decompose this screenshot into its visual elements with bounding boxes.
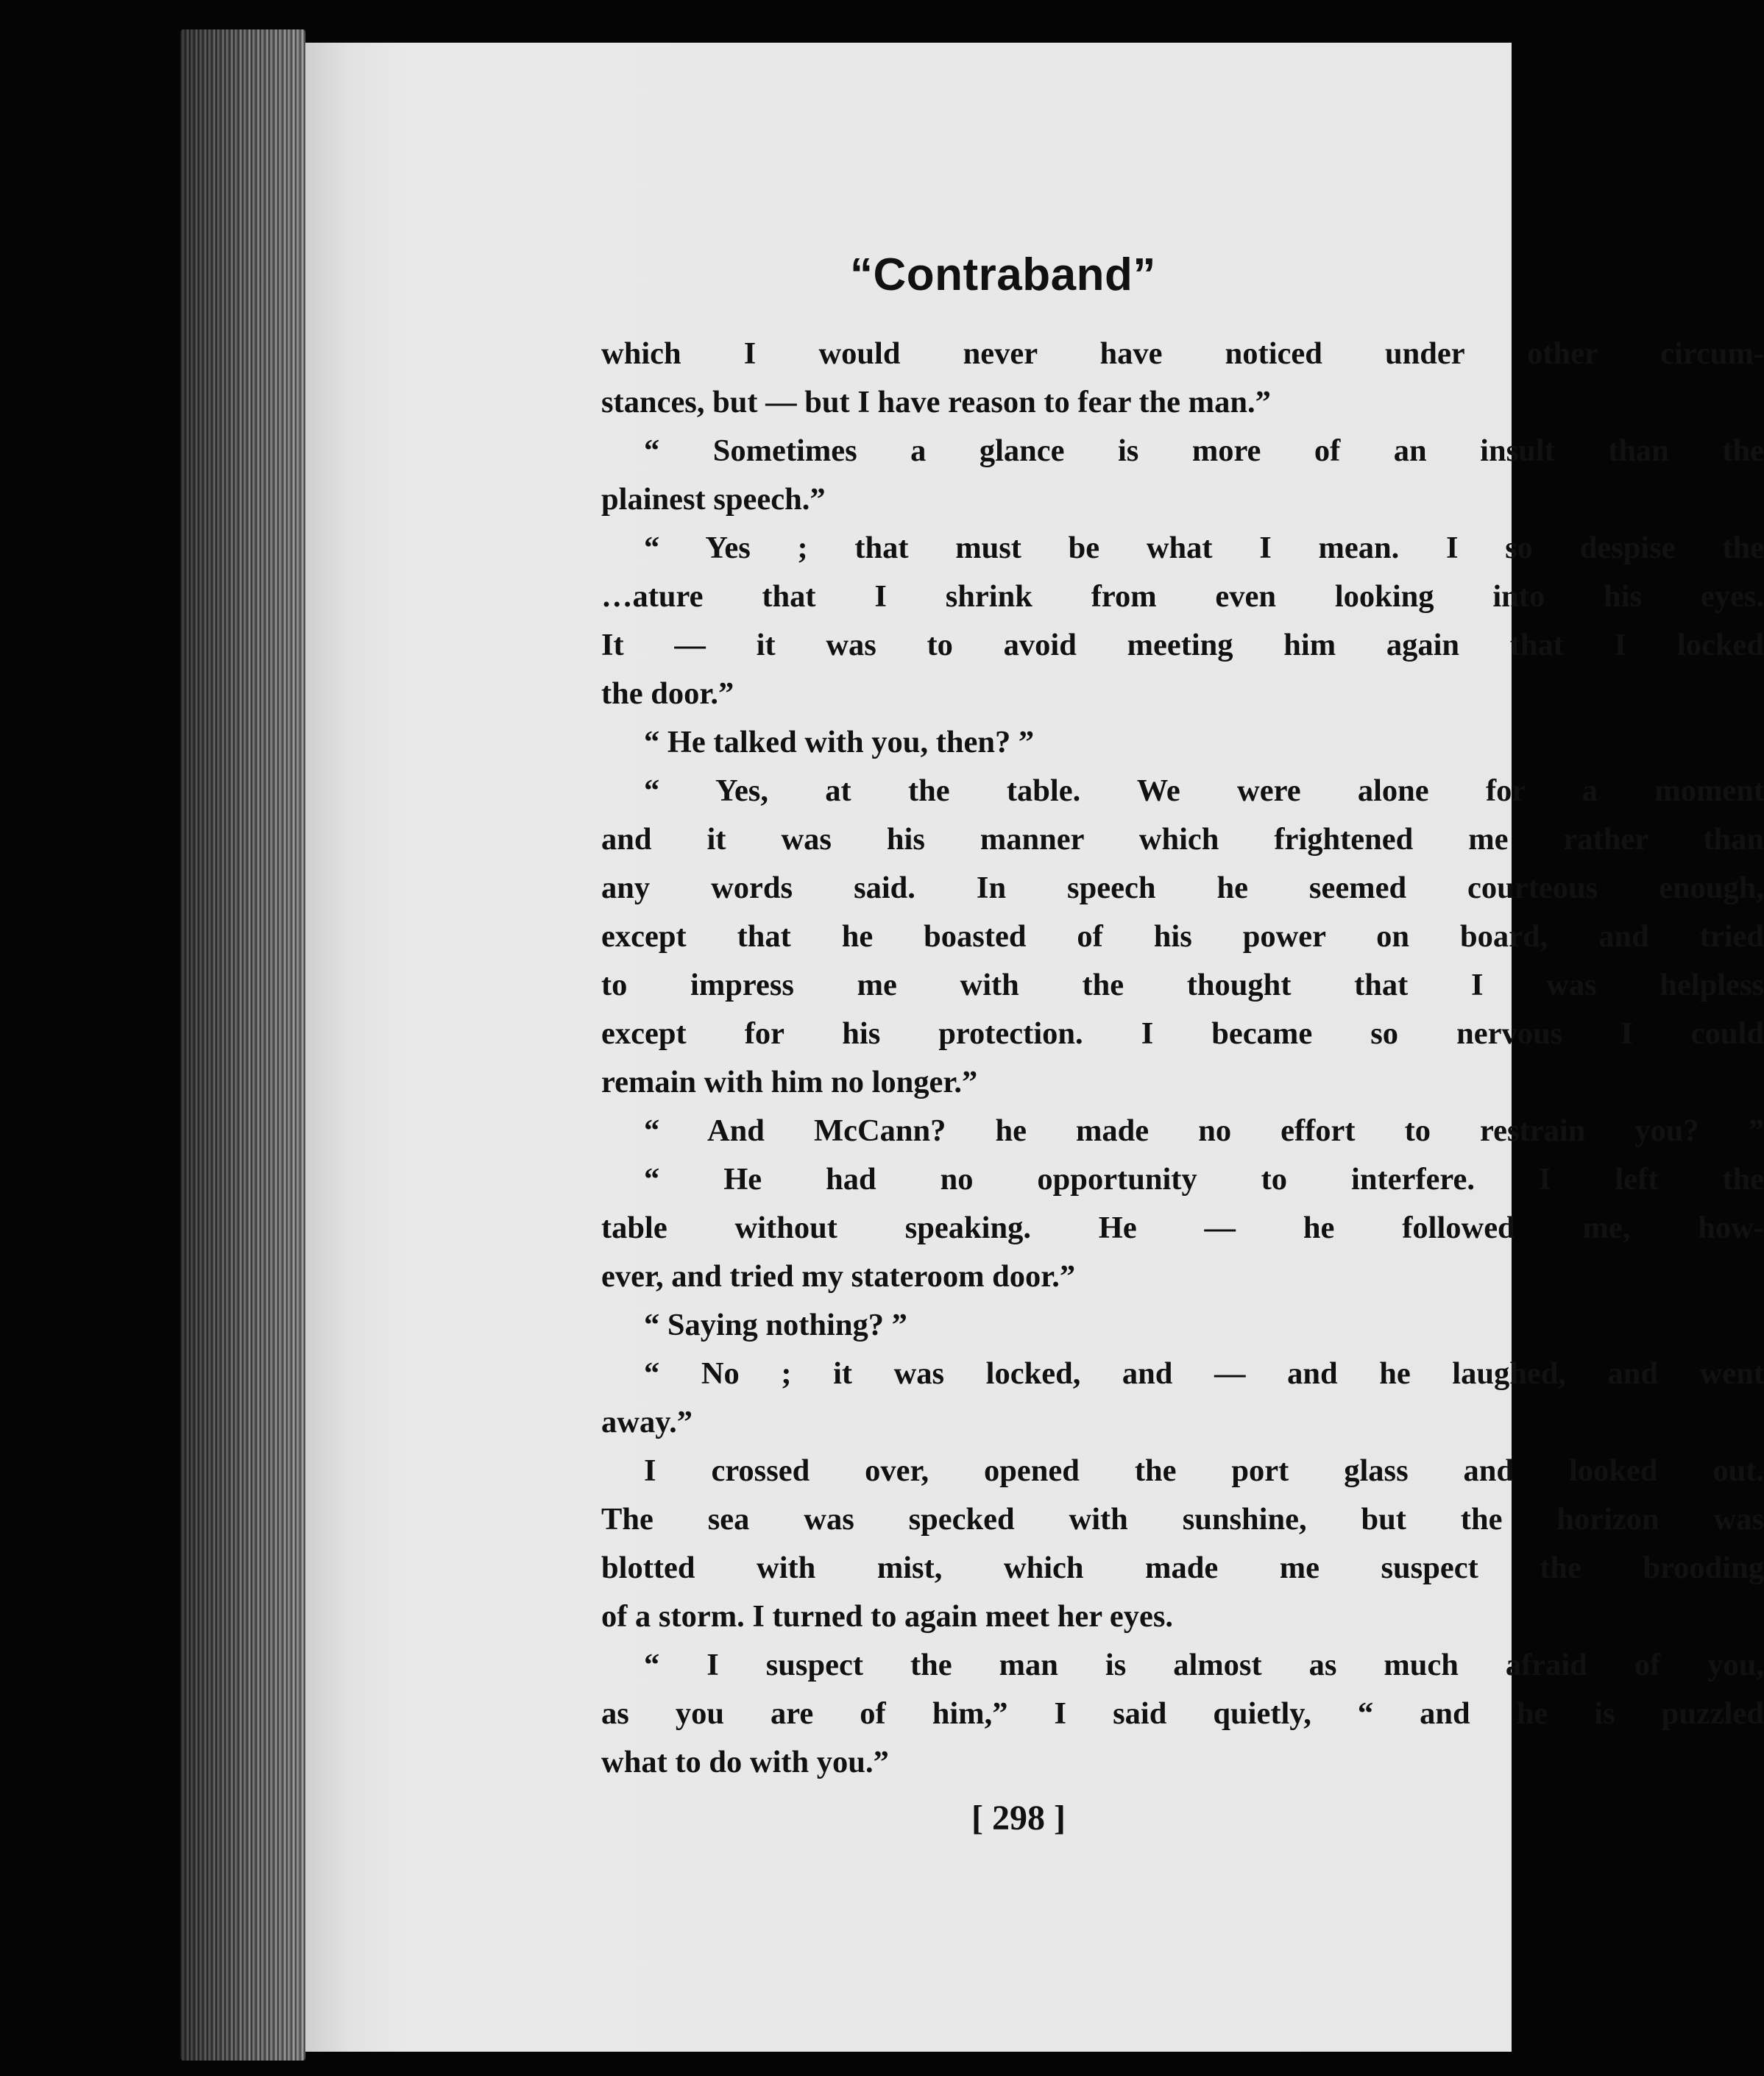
text-line: what to do with you.” — [601, 1745, 889, 1779]
text-line: away.” — [601, 1405, 693, 1439]
text-line: …ature that I shrink from even looking into his eyes. — [601, 579, 1764, 614]
text-line: “ And McCann? he made no effort to restrain you? ” — [644, 1113, 1764, 1148]
text-line: “ He talked with you, then? ” — [644, 725, 1035, 759]
text-line: plainest speech.” — [601, 482, 826, 517]
text-line: table without speaking. He — he followed me, how- — [601, 1211, 1764, 1245]
page-number: [ 298 ] — [971, 1799, 1066, 1838]
text-line: It — it was to avoid meeting him again that I locked — [601, 628, 1764, 662]
text-line: except that he boasted of his power on board, and tried — [601, 919, 1764, 954]
text-line: except for his protection. I became so nervous I could — [601, 1016, 1764, 1051]
book-page — [305, 43, 1764, 2052]
text-line: stances, but — but I have reason to fear the man.” — [601, 385, 1271, 419]
text-line: “ I suspect the man is almost as much afraid of you, — [644, 1648, 1764, 1682]
running-head: “Contraband” — [850, 249, 1156, 300]
text-line: remain with him no longer.” — [601, 1065, 978, 1099]
text-line: as you are of him,” I said quietly, “ and he is puzzled — [601, 1696, 1764, 1731]
text-line: “ Sometimes a glance is more of an insult than the — [644, 433, 1764, 468]
text-line: I crossed over, opened the port glass and looked out. — [644, 1453, 1764, 1488]
text-line: the door.” — [601, 676, 734, 711]
text-line: “ No ; it was locked, and — and he laughed, and went — [644, 1356, 1764, 1391]
text-line: which I would never have noticed under other circum- — [601, 336, 1764, 371]
page-edges-shadow — [180, 29, 305, 2061]
text-line: “ Yes ; that must be what I mean. I so despise the — [644, 531, 1764, 565]
text-line: “ He had no opportunity to interfere. I left the — [644, 1162, 1764, 1197]
text-line: ever, and tried my stateroom door.” — [601, 1259, 1076, 1294]
text-line: and it was his manner which frightened me rather than — [601, 822, 1764, 857]
text-line: The sea was specked with sunshine, but the horizon was — [601, 1502, 1764, 1537]
text-line: “ Yes, at the table. We were alone for a moment — [644, 773, 1764, 808]
text-line: “ Saying nothing? ” — [644, 1308, 907, 1342]
text-line: blotted with mist, which made me suspect the brooding — [601, 1551, 1764, 1585]
text-line: any words said. In speech he seemed courteous enough, — [601, 871, 1764, 905]
text-line: to impress me with the thought that I was helpless — [601, 968, 1764, 1002]
text-line: of a storm. I turned to again meet her eyes. — [601, 1599, 1174, 1634]
body-text — [601, 330, 1764, 1787]
